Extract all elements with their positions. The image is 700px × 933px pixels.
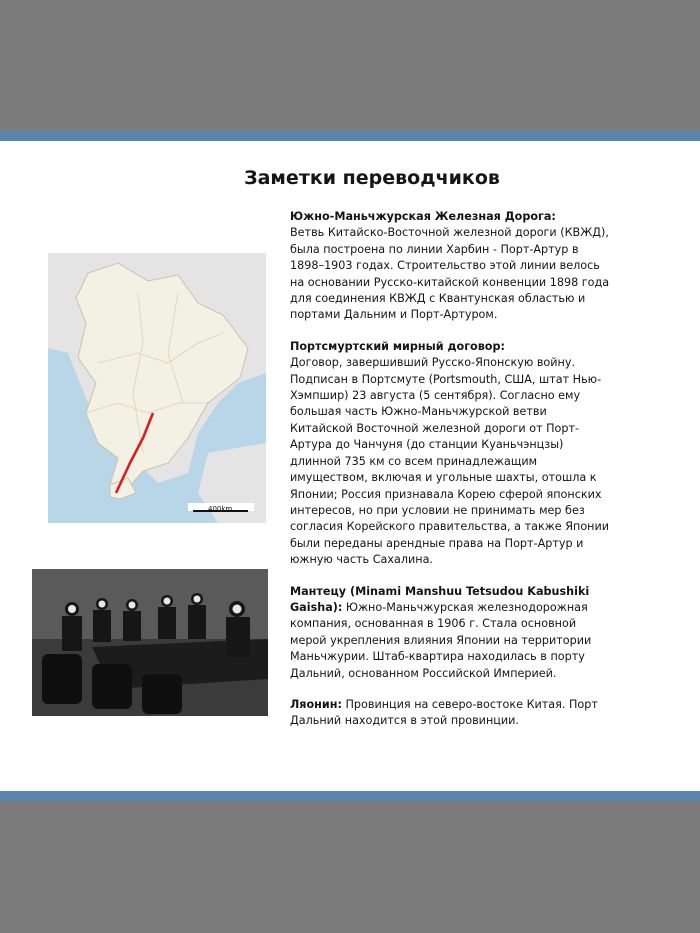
note-term: Южно-Маньчжурская Железная Дорога: (290, 210, 556, 223)
railway-map (48, 253, 266, 523)
treaty-photo-drawing (32, 569, 268, 716)
note-term: Портсмуртский мирный договор: (290, 339, 505, 353)
page-sheet (0, 141, 700, 791)
note-liaoning (290, 697, 610, 730)
note-term: Ляонин: (290, 697, 342, 711)
treaty-photo (32, 569, 268, 716)
note-text: Провинция на северо-востоке Китая. Порт Дальний находится в этой провинции. (290, 697, 598, 728)
note-text: Договор, завершивший Русско-Японскую войну. Подписан в Портсмуте (Portsmouth, США, штат Нью-Хэмпшир) 23 августа (5 сентября). Согласно ему большая часть Южно-Маньчжурской ветви Китайской Восточной железной дороги от Порт-Артура до Чанчуня (до станции Куаньчэнцзы) длинной 735 км со всем принадлежащим имуществом, включая и угольные шахты, отошла к Японии; Россия признавала Корею сферой японских интересов, но при условии не принимать мер без согласия Корейского правительства, а также Японии были переданы арендные права на Порт-Артур и южную часть Сахалина. (290, 356, 610, 567)
scale-label: 400km (208, 505, 233, 513)
note-term: Мантецу (Minami Manshuu Tetsudou Kabushiki Gaisha): (290, 584, 590, 614)
note-text: Ветвь Китайско-Восточной железной дороги (КВЖД), была построена по линии Харбин - Порт-Артур в 1898–1903 годах. Строительство этой линии велось на основании Русско-китайской конвенции 1898 года для соединения КВЖД с Квантунская областью и портами Дальним и Порт-Артуром. (290, 226, 610, 322)
top-stripe (0, 131, 700, 141)
note-treaty (290, 339, 610, 569)
note-railway (290, 209, 610, 324)
bottom-stripe (0, 791, 700, 801)
note-mantetsu (290, 584, 610, 682)
translator-notes (290, 209, 610, 745)
note-text: Южно-Маньчжурская железнодорожная компания, основанная в 1906 г. Стала основной мерой укрепления влияния Японии на территории Маньчжурии. Штаб-квартира находилась в порту Дальний, основанном Российской Империей. (290, 600, 592, 680)
page-title: Заметки переводчиков (244, 167, 500, 189)
map-drawing (48, 253, 266, 523)
